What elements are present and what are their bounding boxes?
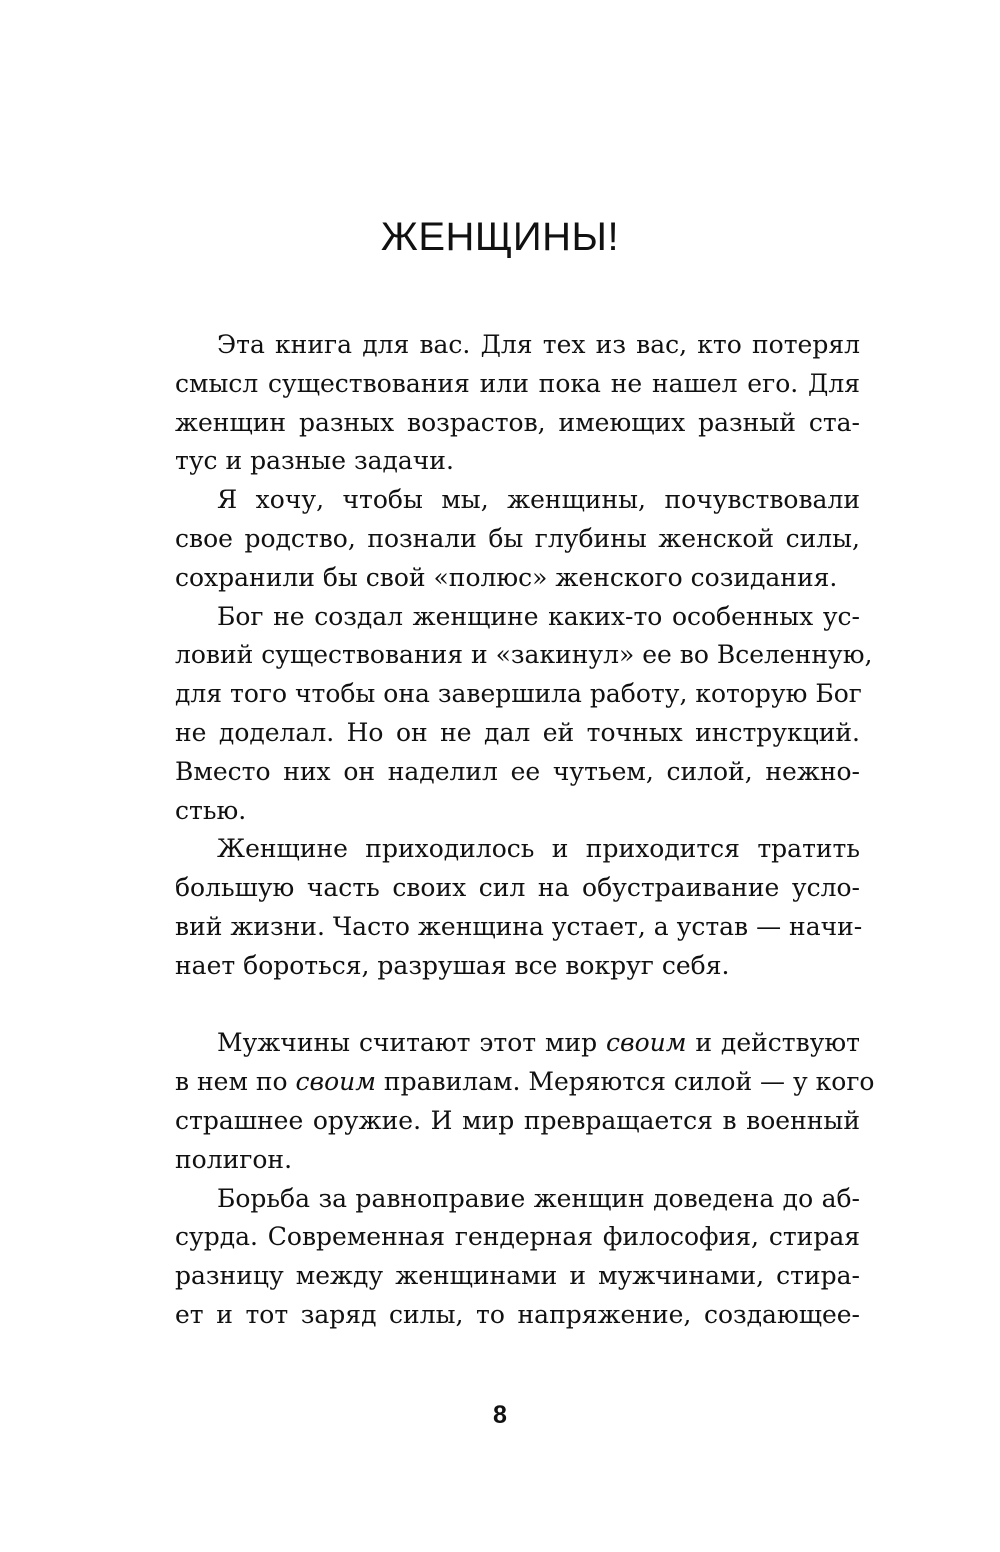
text-line: разницу между женщинами и мужчинами, стира- [175,1261,860,1291]
text-line: полигон. [175,1144,293,1174]
text-fragment: правилам. Меряются силой — у кого [375,1067,875,1097]
text-fragment: Мужчины считают этот мир [217,1028,607,1058]
text-line: сурда. Современная гендерная философия, стирая [175,1222,860,1252]
emphasis-word: своим [606,1028,687,1058]
text-line: смысл существования или пока не нашел его. Для [175,368,860,398]
text-line: Женщине приходилось и приходится тратить [217,834,860,864]
text-line: Борьба за равноправие женщин доведена до аб- [217,1183,860,1213]
text-line: Вместо них он наделил ее чутьем, силой, нежно- [175,756,860,786]
page-number: 8 [493,1401,507,1429]
text-line: вий жизни. Часто женщина устает, а устав — начи- [175,911,863,941]
text-line: ет и тот заряд силы, то напряжение, создающее- [175,1299,860,1329]
text-fragment: в нем по [175,1067,296,1097]
emphasis-word: своим [295,1067,376,1097]
text-line [175,1063,875,1102]
text-line: нает бороться, разрушая все вокруг себя. [175,950,730,980]
chapter-title: ЖЕНЩИНЫ! [380,215,620,259]
text-line: женщин разных возрастов, имеющих разный ста- [175,407,860,437]
body-text [175,326,875,1335]
section-gap [175,986,860,1025]
text-fragment: и действуют [686,1028,860,1058]
text-line: не доделал. Но он не дал ей точных инструкций. [175,717,860,747]
text-line: страшнее оружие. И мир превращается в военный [175,1105,860,1135]
text-line: Бог не создал женщине каких-то особенных ус- [217,601,860,631]
text-line: тус и разные задачи. [175,446,454,476]
text-line: ловий существования и «закинул» ее во Вселенную, [175,640,873,670]
text-line: Эта книга для вас. Для тех из вас, кто потерял [217,330,860,359]
text-line: Я хочу, чтобы мы, женщины, почувствовали [217,485,860,515]
text-line: большую часть своих сил на обустраивание усло- [175,873,860,903]
text-line: стью. [175,795,247,825]
text-line: сохранили бы свой «полюс» женского созидания. [175,562,838,592]
text-line: для того чтобы она завершила работу, которую Бог [175,679,862,709]
text-line: свое родство, познали бы глубины женской силы, [175,523,860,553]
text-line [175,1024,860,1063]
